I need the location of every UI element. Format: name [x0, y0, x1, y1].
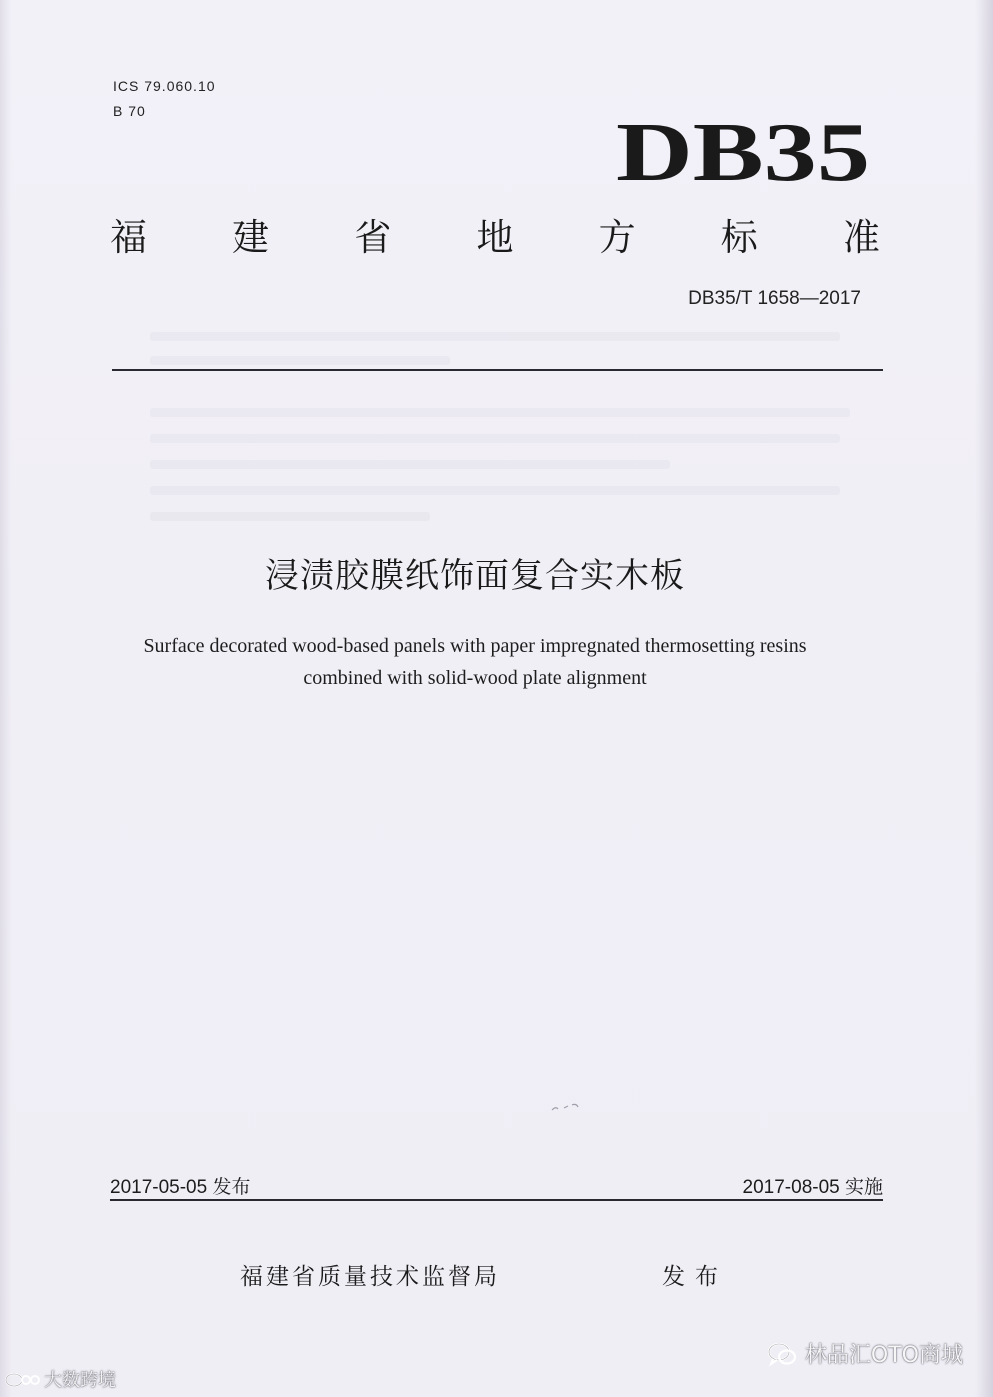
standard-number: DB35/T 1658—2017 [688, 288, 861, 309]
footer-divider [110, 1199, 883, 1201]
standard-type-char: 准 [842, 216, 880, 259]
standard-type-char: 方 [598, 216, 636, 259]
weibo-logo-icon [4, 1369, 40, 1389]
standard-type-char: 福 [110, 216, 147, 259]
document-title-english [40, 630, 910, 694]
english-title-line-2: combined with solid-wood plate alignment [303, 667, 647, 689]
standard-type-char: 标 [720, 216, 758, 259]
scan-edge-right [975, 0, 993, 1397]
document-title-chinese: 浸渍胶膜纸饰面复合实木板 [265, 556, 685, 596]
db35-logo [612, 108, 874, 196]
scan-edge-left [0, 0, 12, 1397]
watermark-right-text: 林品汇OTO商城 [804, 1343, 963, 1368]
implementation-date: 2017-08-05 实施 [742, 1177, 883, 1198]
classification-codes [113, 74, 216, 124]
issue-label: 发布 [662, 1264, 728, 1290]
ccs-code: B 70 [113, 103, 146, 119]
paper-speck [548, 1100, 588, 1114]
release-date: 2017-05-05 发布 [110, 1177, 251, 1198]
db35-logo-text: DB35 [616, 108, 870, 196]
back-page-show-through [150, 330, 850, 530]
watermark-left-text: 大数跨境 [44, 1370, 116, 1391]
watermark-right [767, 1338, 963, 1369]
standard-type-char: 建 [232, 216, 270, 259]
standard-type-char: 省 [354, 216, 392, 259]
wechat-logo-icon [767, 1341, 797, 1367]
standard-type-title [110, 213, 880, 263]
ics-code: ICS 79.060.10 [113, 78, 216, 94]
standard-type-char: 地 [476, 216, 514, 259]
english-title-line-1: Surface decorated wood-based panels with paper impregnated thermosetting resins [143, 635, 807, 657]
watermark-left [4, 1366, 116, 1392]
issuing-authority: 福建省质量技术监督局 [240, 1264, 500, 1290]
